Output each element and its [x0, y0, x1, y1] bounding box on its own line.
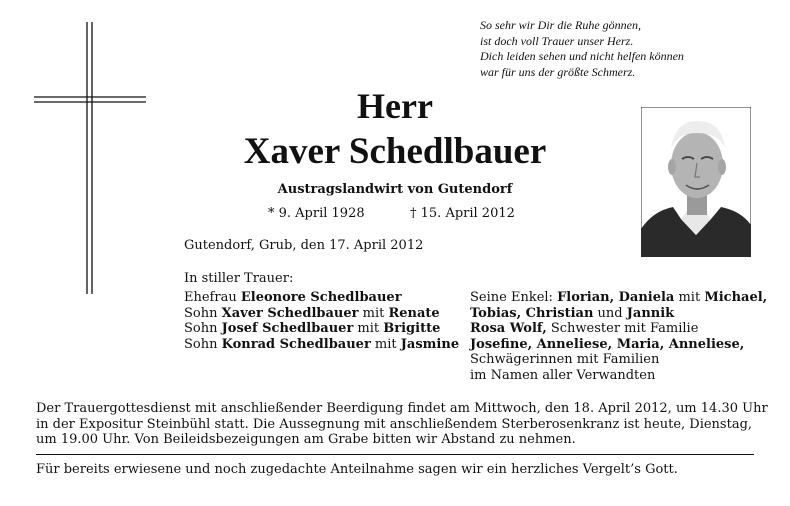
place-date: Gutendorf, Grub, den 17. April 2012 — [184, 238, 424, 253]
service-line: Der Trauergottesdienst mit anschließender Beerdigung findet am Mittwoch, den 18. April 2012, um 14.30 Uhr — [36, 401, 768, 416]
service-line: in der Expositur Steinbühl statt. Die Aussegnung mit anschließendem Sterberosenkranz ist heute, Dienstag, — [36, 416, 753, 432]
family-line: Sohn Xaver Schedlbauer mit Renate — [184, 305, 440, 321]
poem-line: ist doch voll Trauer unser Herz. — [480, 33, 634, 48]
family-line: im Namen aller Verwandten — [470, 367, 656, 383]
divider — [36, 454, 754, 455]
portrait-photo — [641, 107, 751, 257]
family-line: Rosa Wolf, Schwester mit Familie — [470, 321, 699, 337]
poem-line: So sehr wir Dir die Ruhe gönnen, — [480, 18, 641, 32]
mourners-intro: In stiller Trauer: — [184, 271, 294, 286]
service-info — [36, 401, 768, 448]
family-line: Sohn Konrad Schedlbauer mit Jasmine — [184, 336, 460, 352]
poem-line: Dich leiden sehen und nicht helfen können — [480, 49, 684, 63]
birth-date: * 9. April 1928 — [268, 206, 365, 221]
occupation: Austragslandwirt von Gutendorf — [277, 182, 513, 197]
family-line: Josefine, Anneliese, Maria, Anneliese, — [470, 336, 745, 352]
family-line: Tobias, Christian und Jannik — [470, 305, 675, 321]
honorific: Herr — [357, 86, 433, 126]
family-line: Sohn Josef Schedlbauer mit Brigitte — [184, 321, 441, 337]
thanks-note: Für bereits erwiesene und noch zugedachte Anteilnahme sagen wir ein herzliches Vergelt’s Gott. — [36, 462, 678, 477]
poem-line: war für uns der größte Schmerz. — [480, 64, 636, 79]
deceased-name: Xaver Schedlbauer — [243, 131, 547, 172]
service-line: um 19.00 Uhr. Von Beileidsbezeigungen am Grabe bitten wir Abstand zu nehmen. — [36, 432, 576, 448]
family-line: Ehefrau Eleonore Schedlbauer — [184, 290, 402, 305]
family-list-right — [470, 290, 767, 384]
family-list-left — [184, 290, 459, 352]
poem — [480, 18, 770, 80]
family-line: Seine Enkel: Florian, Daniela mit Michael, — [470, 290, 768, 305]
family-line: Schwägerinnen mit Familien — [470, 352, 660, 368]
death-date: † 15. April 2012 — [410, 206, 515, 221]
